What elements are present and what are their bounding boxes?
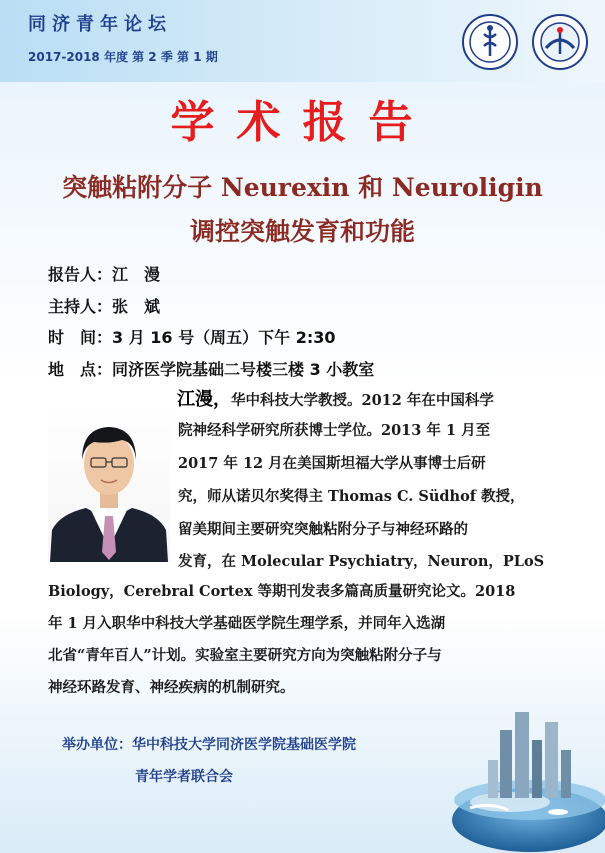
issue-line: 2017-2018 年度 第 2 季 第 1 期 (28, 50, 218, 64)
bio-line-4: 究，师从诺贝尔奖得主 Thomas C. Südhof 教授， (178, 488, 525, 505)
school-seal-logo (532, 14, 588, 70)
time-label: 时 间： (48, 328, 113, 347)
host-line (48, 294, 160, 317)
bio-line-1 (177, 385, 494, 411)
bio-line-3: 2017 年 12 月在美国斯坦福大学从事博士后研 (178, 455, 486, 472)
bio-line-5: 留美期间主要研究突触粘附分子与神经环路的 (178, 521, 468, 538)
host-value: 张 斌 (112, 297, 161, 316)
organizer-line-1: 举办单位：华中科技大学同济医学院基础医学院 (62, 737, 356, 753)
bio-name: 江漫， (177, 389, 231, 410)
time-value: 3 月 16 号（周五）下午 2:30 (112, 328, 336, 347)
speaker-photo (48, 402, 170, 562)
bio-line-10: 神经环路发育、神经疾病的机制研究。 (48, 679, 295, 696)
location-value: 同济医学院基础二号楼三楼 3 小教室 (112, 360, 375, 379)
speaker-line (48, 262, 160, 285)
talk-title-line2: 调控突触发育和功能 (189, 217, 415, 246)
main-heading: 学术报告 (170, 97, 435, 148)
bio-line-2: 院神经科学研究所获博士学位。2013 年 1 月至 (178, 422, 491, 439)
speaker-label: 报告人： (48, 265, 113, 284)
city-globe-illustration (440, 690, 605, 853)
bio-text-1: 华中科技大学教授。2012 年在中国科学 (231, 392, 494, 409)
talk-title-line1: 突触粘附分子 Neurexin 和 Neuroligin (62, 173, 543, 202)
bio-line-9: 北省“青年百人”计划。实验室主要研究方向为突触粘附分子与 (48, 647, 442, 664)
bio-line-8: 年 1 月入职华中科技大学基础医学院生理学系，并同年入选湖 (48, 615, 446, 632)
location-line (48, 357, 374, 380)
host-label: 主持人： (48, 297, 113, 316)
organizer-line-2: 青年学者联合会 (135, 769, 233, 785)
bio-line-6: 发育，在 Molecular Psychiatry，Neuron，PLoS (178, 553, 545, 570)
time-line (48, 325, 336, 348)
bio-line-7: Biology，Cerebral Cortex 等期刊发表多篇高质量研究论文。2018 (48, 583, 516, 600)
series-title: 同济青年论坛 (28, 14, 172, 35)
speaker-value: 江 漫 (112, 265, 161, 284)
location-label: 地 点： (48, 360, 113, 379)
university-seal-logo (462, 14, 518, 70)
